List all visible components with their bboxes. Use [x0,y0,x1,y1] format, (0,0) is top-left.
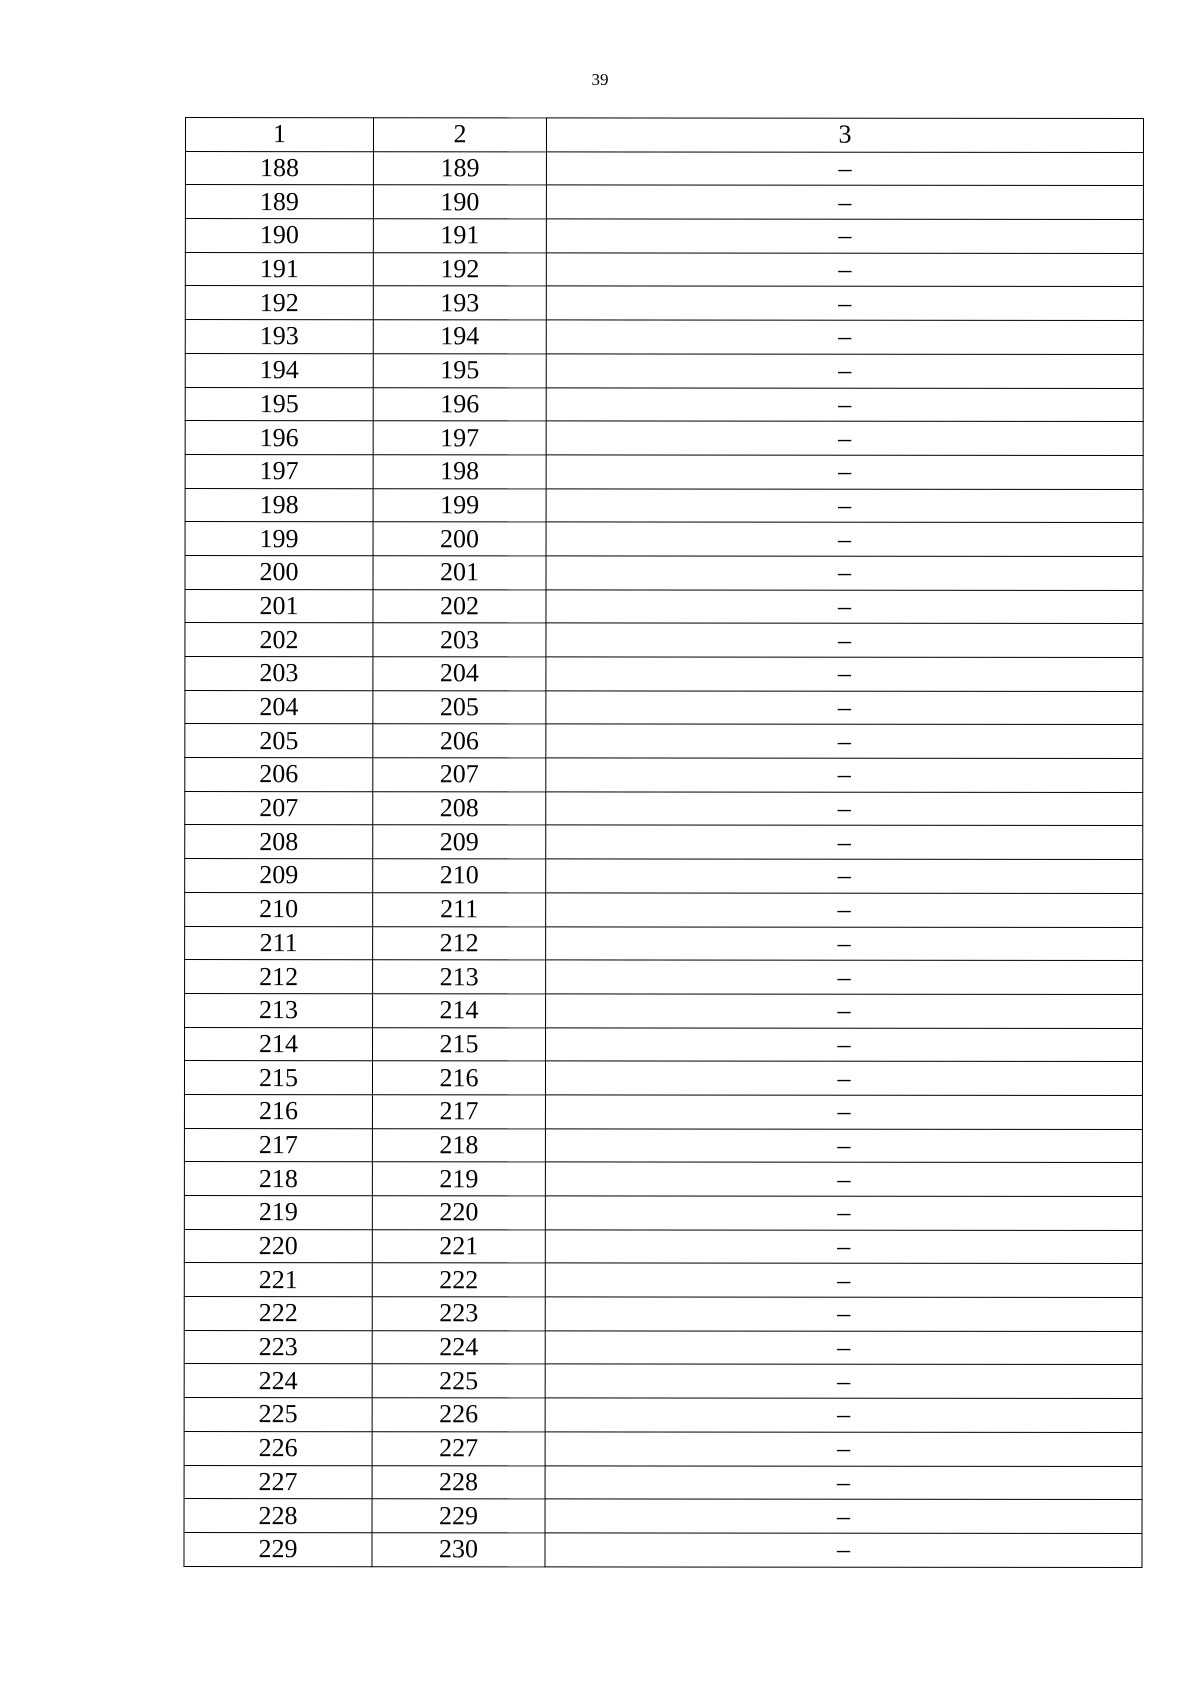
table-row [184,1263,1142,1298]
table-row [185,724,1143,759]
table-cell-col-1: 214 [185,1027,373,1061]
table-cell-col-2: 198 [373,455,546,489]
table-cell-col-3: – [546,387,1143,421]
table-cell-col-1: 208 [185,825,373,859]
table-cell-col-1: 228 [184,1499,372,1533]
table-cell-col-2: 218 [372,1128,545,1162]
table-row [185,690,1143,725]
table-row [184,1094,1142,1129]
table-cell-col-3: – [546,657,1143,691]
table-cell-col-3: – [545,1230,1142,1264]
table-cell-col-1: 219 [184,1195,372,1229]
table-cell-col-1: 218 [184,1162,372,1196]
table-cell-col-3: – [546,219,1143,253]
table-row [185,219,1143,254]
table-row [185,623,1143,658]
table-cell-col-3: – [546,994,1143,1028]
table-cell-col-3: – [546,455,1143,489]
page-number: 39 [591,70,609,89]
table-row [184,1330,1142,1365]
table-row [185,960,1143,995]
table-cell-col-3: – [546,1027,1143,1061]
table-cell-col-2: 210 [373,859,546,893]
table-cell-col-2: 223 [372,1297,545,1331]
table-cell-col-2: 219 [372,1162,545,1196]
table-row [185,454,1143,489]
table-cell-col-1: 209 [185,859,373,893]
column-header-2: 2 [373,118,546,152]
table-cell-col-2: 225 [372,1364,545,1398]
table-cell-col-2: 189 [373,151,546,185]
table-cell-col-2: 193 [373,286,546,320]
table-cell-col-2: 202 [373,589,546,623]
table-cell-col-3: – [546,556,1143,590]
table-cell-col-1: 223 [184,1330,372,1364]
table-row [184,1532,1142,1567]
table-cell-col-3: – [546,185,1143,219]
table-cell-col-1: 215 [184,1061,372,1095]
table-cell-col-2: 215 [373,1027,546,1061]
table-row [184,1061,1142,1096]
table-cell-col-2: 206 [373,724,546,758]
table-cell-col-1: 220 [184,1229,372,1263]
table-cell-col-3: – [546,253,1143,287]
table-cell-col-3: – [545,1061,1142,1095]
table-cell-col-2: 199 [373,488,546,522]
table-cell-col-3: – [545,1331,1142,1365]
data-table [183,117,1144,1568]
table-cell-col-2: 227 [372,1432,545,1466]
table-cell-col-3: – [545,1533,1142,1567]
table-cell-col-1: 227 [184,1465,372,1499]
table-cell-col-1: 221 [184,1263,372,1297]
table-cell-col-1: 202 [185,623,373,657]
table-cell-col-2: 221 [372,1229,545,1263]
table-cell-col-3: – [546,354,1143,388]
table-cell-col-2: 213 [373,960,546,994]
table-cell-col-1: 189 [185,185,373,219]
table-row [184,1398,1142,1433]
table-cell-col-1: 216 [184,1094,372,1128]
table-cell-col-1: 201 [185,589,373,623]
table-cell-col-1: 204 [185,690,373,724]
table-cell-col-3: – [545,1465,1142,1499]
table-cell-col-2: 194 [373,320,546,354]
table-cell-col-1: 200 [185,555,373,589]
table-row [185,151,1143,186]
column-header-3: 3 [546,118,1143,152]
table-row [185,859,1143,894]
table-cell-col-3: – [546,825,1143,859]
table-row [184,1128,1142,1163]
table-row [184,1499,1142,1534]
table-cell-col-1: 229 [184,1532,372,1566]
table-cell-col-3: – [545,1095,1142,1129]
table-row [185,926,1143,961]
table-row [185,555,1143,590]
table-cell-col-3: – [546,590,1143,624]
table-cell-col-3: – [546,522,1143,556]
table-cell-col-3: – [545,1162,1142,1196]
table-row [185,657,1143,692]
table-row [185,1027,1143,1062]
table-cell-col-3: – [546,488,1143,522]
table-row [184,1195,1142,1230]
table-cell-col-2: 224 [372,1330,545,1364]
table-cell-col-3: – [545,1432,1142,1466]
table-cell-col-2: 212 [373,926,546,960]
table-row [185,758,1143,793]
table-cell-col-1: 212 [185,960,373,994]
table-cell-col-3: – [546,859,1143,893]
table-cell-col-2: 203 [373,623,546,657]
table-row [185,353,1143,388]
table-cell-col-2: 191 [373,219,546,253]
table-cell-col-3: – [545,1129,1142,1163]
table-cell-col-3: – [546,893,1143,927]
table-cell-col-2: 211 [373,893,546,927]
table-cell-col-1: 210 [185,892,373,926]
table-cell-col-1: 226 [184,1431,372,1465]
table-cell-col-1: 193 [185,320,373,354]
table-cell-col-1: 205 [185,724,373,758]
table-cell-col-2: 228 [372,1465,545,1499]
table-cell-col-1: 192 [185,286,373,320]
table-row [185,892,1143,927]
table-cell-col-3: – [546,320,1143,354]
table-cell-col-2: 197 [373,421,546,455]
table-cell-col-1: 222 [184,1297,372,1331]
table-cell-col-3: – [546,758,1143,792]
table-row [184,1364,1142,1399]
table-cell-col-1: 195 [185,387,373,421]
table-cell-col-3: – [546,152,1143,186]
table-cell-col-1: 196 [185,421,373,455]
table-cell-col-3: – [546,792,1143,826]
table-body [184,118,1144,1568]
table-row [185,791,1143,826]
table-cell-col-1: 197 [185,454,373,488]
table-header-row [185,118,1143,153]
table-cell-col-2: 204 [373,657,546,691]
table-cell-col-3: – [546,926,1143,960]
table-cell-col-2: 205 [373,690,546,724]
table-row [185,286,1143,321]
table-cell-col-2: 229 [372,1499,545,1533]
table-cell-col-1: 206 [185,758,373,792]
table-cell-col-2: 208 [373,791,546,825]
table-cell-col-2: 222 [372,1263,545,1297]
table-row [184,1465,1142,1500]
table-cell-col-1: 190 [185,219,373,253]
table-cell-col-1: 198 [185,488,373,522]
table-cell-col-3: – [545,1196,1142,1230]
table-cell-col-3: – [546,691,1143,725]
table-cell-col-3: – [546,421,1143,455]
table-row [184,1297,1142,1332]
table-row [185,185,1143,220]
table-cell-col-3: – [546,623,1143,657]
table-row [184,1431,1142,1466]
table-cell-col-2: 196 [373,387,546,421]
table-row [185,320,1143,355]
table-cell-col-3: – [546,286,1143,320]
table-cell-col-3: – [545,1398,1142,1432]
table-cell-col-3: – [545,1499,1142,1533]
table-cell-col-1: 194 [185,353,373,387]
table-cell-col-2: 217 [372,1095,545,1129]
table-row [185,421,1143,456]
table-cell-col-2: 209 [373,825,546,859]
table-row [185,488,1143,523]
table-cell-col-1: 211 [185,926,373,960]
table-row [185,387,1143,422]
table-cell-col-1: 203 [185,657,373,691]
table-cell-col-2: 201 [373,556,546,590]
table-cell-col-1: 188 [185,151,373,185]
table-cell-col-3: – [545,1364,1142,1398]
table-cell-col-2: 192 [373,252,546,286]
table-row [185,825,1143,860]
table-row [184,1229,1142,1264]
table-row [184,1162,1142,1197]
table-cell-col-2: 220 [372,1196,545,1230]
table-cell-col-2: 230 [372,1533,545,1567]
table-row [185,252,1143,287]
table-cell-col-3: – [545,1263,1142,1297]
table-cell-col-2: 200 [373,522,546,556]
table-cell-col-1: 199 [185,522,373,556]
table-cell-col-1: 213 [185,993,373,1027]
table-cell-col-2: 190 [373,185,546,219]
table-cell-col-3: – [545,1297,1142,1331]
table-cell-col-1: 191 [185,252,373,286]
table-cell-col-1: 225 [184,1398,372,1432]
table-cell-col-1: 207 [185,791,373,825]
table-cell-col-2: 195 [373,354,546,388]
column-header-1: 1 [185,118,373,152]
table-cell-col-1: 224 [184,1364,372,1398]
table-row [185,993,1143,1028]
table-cell-col-3: – [546,724,1143,758]
table-cell-col-1: 217 [184,1128,372,1162]
table-cell-col-2: 226 [372,1398,545,1432]
table-row [185,522,1143,557]
table-cell-col-2: 214 [373,994,546,1028]
table-cell-col-3: – [546,960,1143,994]
table-row [185,589,1143,624]
table-cell-col-2: 216 [372,1061,545,1095]
table-cell-col-2: 207 [373,758,546,792]
